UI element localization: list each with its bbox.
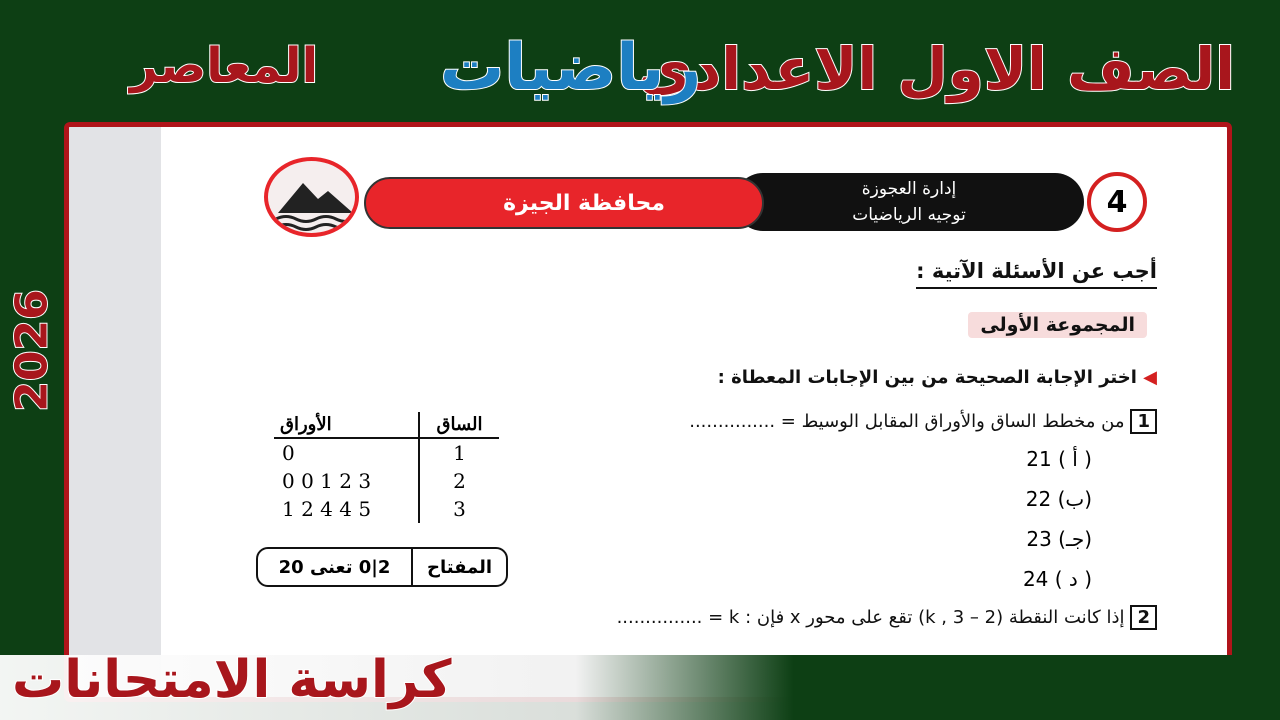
stem-leaf-plot	[274, 412, 499, 523]
year-label	[2, 280, 62, 420]
year-text: 2026	[6, 288, 58, 412]
stem: 2	[419, 467, 499, 495]
leaves-header: الأوراق	[274, 412, 419, 438]
option-c[interactable]	[1026, 527, 1092, 551]
plot-row	[274, 467, 499, 495]
brand-title: المعاصر	[130, 38, 319, 94]
plot-row	[274, 495, 499, 523]
option-value: 21	[1026, 447, 1052, 471]
triangle-bullet-icon: ◀	[1136, 367, 1157, 388]
key-label: المفتاح	[411, 549, 506, 585]
governorate-banner: محافظة الجيزة	[364, 177, 764, 229]
plot-key	[256, 547, 508, 587]
question-text: إذا كانت النقطة (2 – k , 3) تقع على محور x فإن : k = ...............	[616, 607, 1125, 628]
option-value: 22	[1025, 487, 1052, 511]
banner-title: كراسة الامتحانات	[12, 650, 452, 710]
option-label: (ب)	[1057, 487, 1092, 511]
leaves: 0 0 1 2 3	[282, 469, 372, 493]
page-margin-strip	[69, 127, 161, 697]
section-heading: أجب عن الأسئلة الآتية :	[916, 259, 1157, 289]
instruction-text: اختر الإجابة الصحيحة من بين الإجابات المعطاة :	[717, 367, 1137, 388]
stem: 1	[419, 438, 499, 467]
leaves: 1 2 4 4 5	[282, 497, 372, 521]
option-d[interactable]	[1023, 567, 1092, 591]
key-value: 2|0 تعنى 20	[278, 556, 391, 578]
administration-name: إدارة العجوزة	[861, 179, 957, 199]
question-2	[617, 605, 1157, 630]
question-number: 2	[1130, 605, 1157, 630]
option-value: 23	[1026, 527, 1052, 551]
subject-title: رياضيات	[440, 31, 702, 105]
administration-banner	[734, 173, 1084, 231]
stem-header: الساق	[419, 412, 499, 438]
option-a[interactable]	[1026, 447, 1092, 471]
question-text: من مخطط الساق والأوراق المقابل الوسيط = ...............	[689, 411, 1125, 432]
stem: 3	[419, 495, 499, 523]
question-1	[689, 409, 1157, 434]
question-number: 1	[1130, 409, 1157, 434]
option-label: ( د )	[1054, 567, 1092, 591]
exam-number-badge: 4	[1087, 172, 1147, 232]
option-value: 24	[1022, 567, 1049, 591]
grade-title: الصف الاول الاعدادى	[638, 35, 1235, 103]
plot-row	[274, 438, 499, 467]
exam-page	[64, 122, 1232, 702]
option-b[interactable]	[1026, 487, 1092, 511]
leaves: 0	[282, 441, 295, 465]
department-name: توجيه الرياضيات	[852, 205, 966, 225]
option-label: (جـ)	[1058, 527, 1092, 551]
option-label: ( أ )	[1058, 447, 1092, 471]
governorate-logo-icon	[264, 157, 359, 237]
instruction	[718, 367, 1157, 388]
group-label: المجموعة الأولى	[968, 312, 1147, 338]
